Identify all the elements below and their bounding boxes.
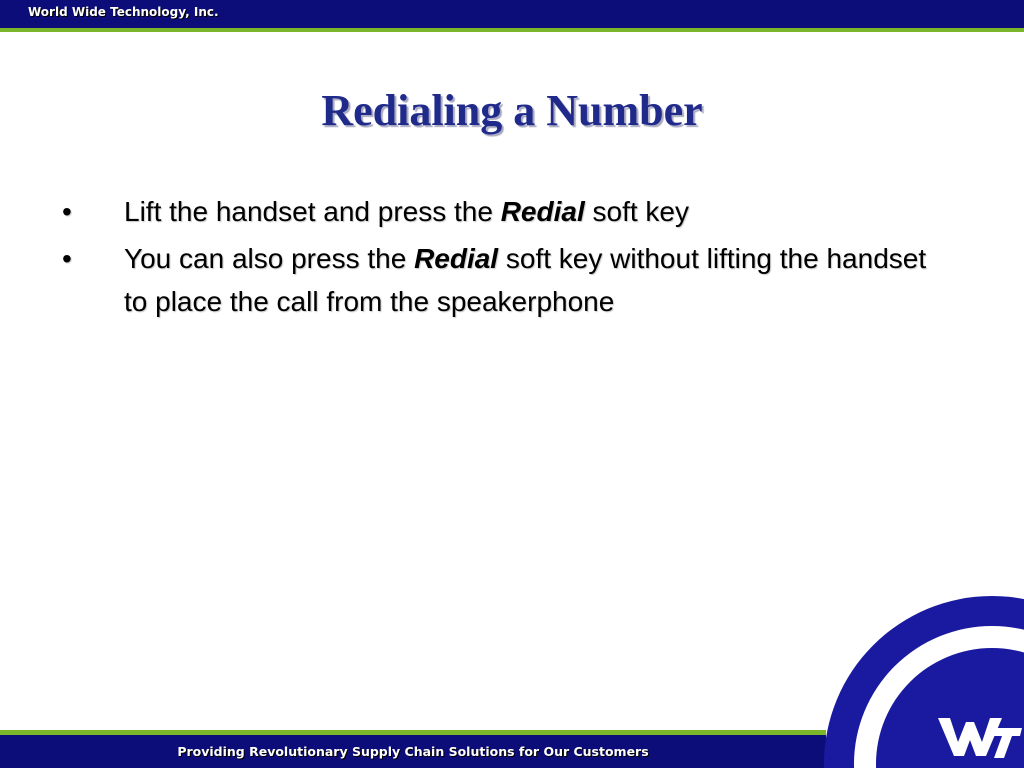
bullet-text: Lift the handset and press the — [124, 196, 501, 227]
bullet-item — [60, 237, 940, 323]
slide-title: Redialing a Number — [321, 86, 703, 135]
footer-tagline: Providing Revolutionary Supply Chain Solutions for Our Customers — [177, 744, 649, 759]
bullet-text: soft key without lifting the handset to place the call from the speakerphone — [124, 243, 927, 317]
bullet-key-term: Redial — [500, 196, 585, 227]
bullet-item — [60, 190, 940, 233]
company-name: World Wide Technology, Inc. — [28, 5, 219, 19]
bullet-list — [60, 190, 940, 327]
wwt-logo-icon — [824, 596, 1024, 768]
footer-bar — [0, 735, 826, 768]
bullet-text: soft key — [584, 196, 689, 227]
bullet-marker: • — [62, 243, 72, 274]
bullet-marker: • — [62, 196, 72, 227]
header-accent-line — [0, 28, 1024, 32]
bullet-key-term: Redial — [414, 243, 499, 274]
bullet-text: You can also press the — [124, 243, 415, 274]
header-bar — [0, 0, 1024, 28]
